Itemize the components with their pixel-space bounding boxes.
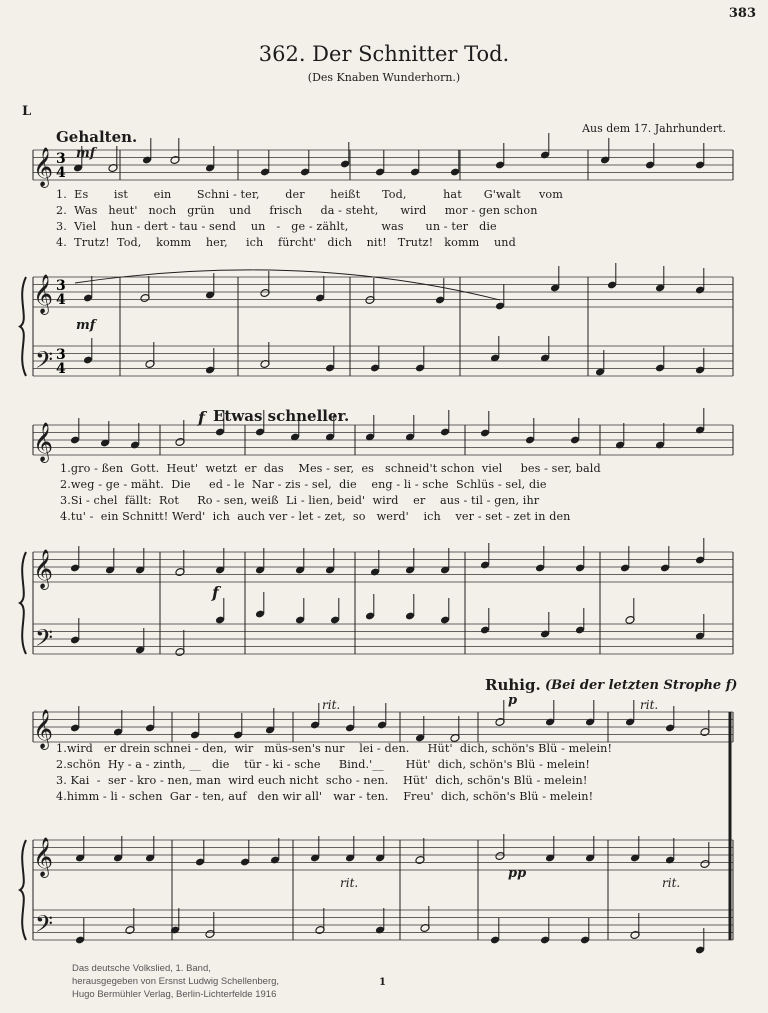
credit-line: Das deutsche Volkslied, 1. Band, — [72, 963, 211, 974]
dynamic-p-voice: p — [508, 693, 518, 708]
page-number: 383 — [728, 6, 756, 21]
time-signature: 4 — [56, 165, 66, 181]
lyric-line-s3-v3: 3. Kai - ser - kro - nen, man wird euch nicht scho - nen. Hüt' dich, schön's Blü - melein! — [56, 774, 588, 787]
lyric-line-s1-v4: 4. Trutz! Tod, komm her, ich fürcht' dich nit! Trutz! komm und — [56, 236, 516, 249]
dynamic-mf-voice: mf — [76, 146, 96, 161]
time-signature: 4 — [56, 361, 66, 377]
clef-icon: 𝄢 — [35, 346, 54, 379]
time-signature: 3 — [56, 278, 66, 294]
brace-icon — [20, 840, 26, 940]
edition-mark: L — [22, 104, 32, 119]
lyric-line-s1-v2: 2. Was heut' noch grün und frisch da - steht, wird mor - gen schon — [56, 204, 538, 217]
rit-marking-2: rit. — [640, 698, 659, 712]
lyric-line-s3-v2: 2.schön Hy - a - zinth, __ die tür - ki - sche Bind.'__ Hüt' dich, schön's Blü - melein! — [56, 758, 591, 771]
clef-icon: 𝄢 — [35, 910, 54, 943]
lyric-line-s1-v1: 1. Es ist ein Schni - ter, der heißt Tod, hat G'walt vom — [56, 188, 563, 201]
clef-icon: 𝄞 — [33, 837, 54, 877]
lyric-line-s2-v1: 1.gro - ßen Gott. Heut' wetzt er das Mes - ser, es schneid't schon viel bes - ser, bald — [60, 462, 601, 475]
tempo-marking-ruhig: Ruhig. — [485, 676, 541, 694]
origin-note: Aus dem 17. Jahrhundert. — [582, 122, 726, 135]
source-credit — [72, 962, 279, 1001]
tempo-marking-gehalten: Gehalten. — [56, 128, 138, 146]
credit-line: herausgegeben von Ersnst Ludwig Schellenberg, — [72, 976, 280, 987]
clef-icon: 𝄞 — [33, 274, 54, 314]
rit-marking-3: rit. — [340, 876, 359, 890]
tempo-marking-schneller: Etwas schneller. — [213, 407, 350, 425]
clef-icon: 𝄞 — [33, 549, 54, 589]
lyric-line-s2-v3: 3.Si - chel fällt: Rot Ro - sen, weiß Li - lien, beid' wird er aus - til - gen, ihr — [60, 494, 540, 507]
dynamic-f-piano: f — [212, 583, 219, 602]
clef-icon: 𝄞 — [33, 709, 54, 749]
clef-icon: 𝄞 — [33, 147, 54, 187]
dynamic-f-voice: f — [198, 408, 205, 427]
lyric-line-s2-v2: 2.weg - ge - mäht. Die ed - le Nar - zis - sel, die eng - li - sche Schlüs - sel, die — [60, 478, 547, 491]
tempo-note-last-verse: (Bei der letzten Strophe f) — [545, 678, 738, 693]
time-signature: 3 — [56, 151, 66, 167]
credit-page-number: 1 — [379, 977, 386, 988]
time-signature: 3 — [56, 347, 66, 363]
lyric-line-s2-v4: 4.tu' - ein Schnitt! Werd' ich auch ver - let - zet, so werd' ich ver - set - zet in den — [60, 510, 571, 523]
slur-curve — [75, 270, 500, 300]
dynamic-mf-piano: mf — [76, 318, 96, 333]
rit-marking-4: rit. — [662, 876, 681, 890]
time-signature: 4 — [56, 292, 66, 308]
brace-icon — [20, 552, 26, 654]
dynamic-pp-piano: pp — [508, 866, 527, 881]
song-title: 362. Der Schnitter Tod. — [258, 42, 510, 66]
lyric-line-s1-v3: 3. Viel hun - dert - tau - send un - ge - zählt, was un - ter die — [56, 220, 497, 233]
brace-icon — [20, 277, 26, 376]
credit-line: Hugo Bermühler Verlag, Berlin-Lichterfelde 1916 — [72, 989, 277, 1000]
song-subtitle: (Des Knaben Wunderhorn.) — [307, 71, 461, 84]
clef-icon: 𝄢 — [35, 624, 54, 657]
lyric-line-s3-v1: 1.wird er drein schnei - den, wir müs-sen's nur lei - den. Hüt' dich, schön's Blü - melein! — [56, 742, 613, 755]
lyric-line-s3-v4: 4.himm - li - schen Gar - ten, auf den wir all' war - ten. Freu' dich, schön's Blü - melein! — [56, 790, 594, 803]
clef-icon: 𝄞 — [33, 422, 54, 462]
rit-marking-1: rit. — [322, 698, 341, 712]
